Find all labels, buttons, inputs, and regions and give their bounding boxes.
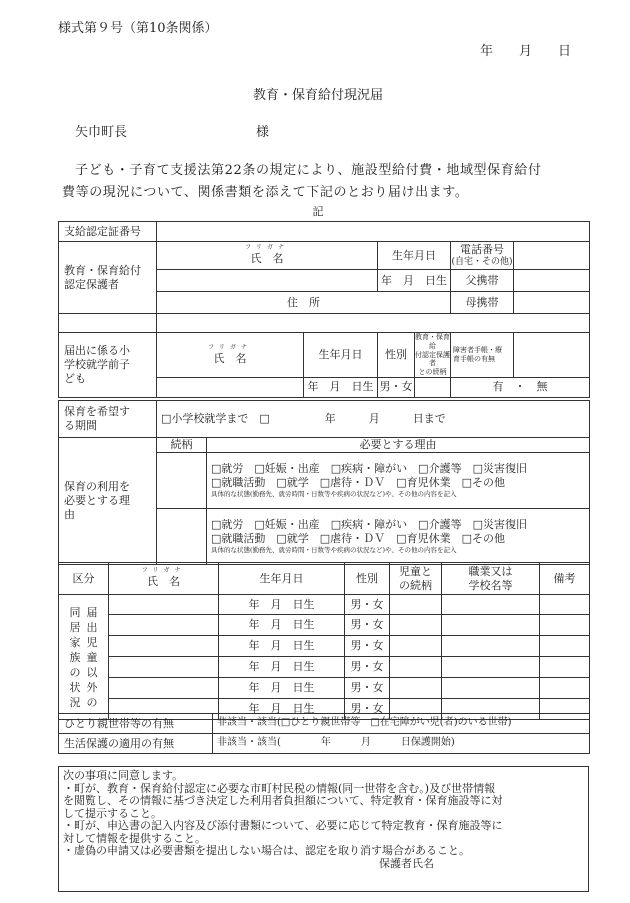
side-label-col-2	[87, 605, 98, 710]
member-2-sex[interactable]: 男・女	[345, 615, 390, 636]
reason1-row1: □就労 □妊娠・出産 □疾病・障がい □介護等 □災害復旧	[211, 462, 527, 476]
member-2-name[interactable]	[109, 615, 219, 636]
reason-header: 必要とする理由	[207, 438, 590, 453]
consent-line-6: 対して情報を提供すること。	[63, 831, 206, 845]
reason2-row2: □就職活動 □就学 □虐待・ＤＶ □育児休業 □その他	[211, 532, 505, 546]
side-label-char: 状	[69, 680, 81, 694]
reason1-block[interactable]	[207, 452, 590, 508]
member-2-remarks[interactable]	[540, 615, 590, 636]
guardian-name-field[interactable]	[157, 270, 378, 292]
member-3-remarks[interactable]	[540, 636, 590, 657]
member-1-remarks[interactable]	[540, 595, 590, 615]
member-1-name[interactable]	[109, 595, 219, 615]
household-side-label	[59, 595, 109, 720]
side-label-char: 届	[86, 605, 98, 619]
father-mobile-label: 父携帯	[451, 270, 514, 292]
guardian-label: 教育・保育給付 認定保護者	[59, 242, 157, 314]
handbook-header: 障害者手帳・療 育手帳の有無	[451, 333, 514, 378]
status-table	[58, 713, 590, 754]
child-name-field[interactable]	[157, 377, 304, 397]
child-label: 届出に係る小 学校就学前子 ども	[59, 333, 157, 398]
member-5-sex[interactable]: 男・女	[345, 678, 390, 699]
side-label-char: 童	[86, 650, 98, 664]
ki-label: 記	[312, 205, 324, 218]
side-label-char: の	[86, 695, 98, 709]
mother-mobile-label: 母携帯	[451, 292, 514, 314]
child-sex-header: 性別	[378, 333, 415, 378]
consent-box	[58, 766, 589, 892]
side-label-char: 出	[86, 620, 98, 634]
single-parent-label: ひとり親世帯等の有無	[59, 714, 213, 734]
side-label-char: 居	[69, 620, 81, 634]
member-birth-header: 生年月日	[219, 563, 345, 595]
phone-header: 電話番号 (自宅・その他)	[451, 242, 514, 270]
member-4-relation[interactable]	[390, 657, 442, 678]
kubun-header: 区分	[59, 563, 109, 595]
child-name-header: フリガナ 氏 名	[157, 333, 304, 378]
member-5-remarks[interactable]	[540, 678, 590, 699]
phone-field[interactable]	[514, 242, 590, 270]
guardian-birth-header: 生年月日	[378, 242, 451, 270]
reason2-row1: □就労 □妊娠・出産 □疾病・障がい □介護等 □災害復旧	[211, 518, 527, 532]
form-number: 様式第９号（第10条関係）	[58, 21, 218, 36]
father-mobile-field[interactable]	[514, 270, 590, 292]
member-5-occupation[interactable]	[442, 678, 540, 699]
member-2-relation[interactable]	[390, 615, 442, 636]
member-1-occupation[interactable]	[442, 595, 540, 615]
cert-number-field[interactable]	[157, 222, 590, 242]
side-label-col-1	[70, 605, 81, 710]
welfare-label: 生活保護の適用の有無	[59, 734, 213, 754]
period-label: 保育を希望す る期間	[59, 401, 157, 438]
consent-line-7: ・虚偽の申請又は必要書類を提出しない場合は、認定を取り消す場合があること。	[63, 844, 470, 857]
member-6-birth[interactable]: 年 月 日生	[219, 699, 345, 720]
child-sex-value[interactable]: 男・女	[378, 377, 415, 397]
member-6-sex[interactable]: 男・女	[345, 699, 390, 720]
side-label-char: 児	[86, 635, 98, 649]
period-value[interactable]: □小学校就学まで □ 年 月 日まで	[157, 401, 590, 438]
child-relation-field[interactable]	[415, 377, 451, 397]
mother-mobile-field[interactable]	[514, 292, 590, 314]
side-label-char: 同	[69, 605, 81, 619]
side-label-char: の	[69, 665, 81, 679]
guardian-name-header: フリガナ 氏 名	[157, 242, 378, 270]
side-label-char: 族	[69, 650, 81, 664]
cert-number-label: 支給認定証番号	[59, 222, 157, 242]
intro-line-2: 費等の現況について、関係書類を添えて下記のとおり届け出ます。	[62, 185, 469, 200]
period-reason-table	[58, 400, 590, 565]
member-4-sex[interactable]: 男・女	[345, 657, 390, 678]
guardian-birth-value[interactable]: 年 月 日生	[378, 270, 451, 292]
child-relation-header: 教育・保育給 付認定保護者 との続柄	[415, 333, 450, 376]
side-label-char: 外	[86, 680, 98, 694]
guardian-child-table	[58, 221, 590, 398]
reason2-note: 具体的な状態(勤務先、就労時間・日数等や疾病の状況など)や、その他の内容を記入	[211, 545, 457, 554]
member-3-sex[interactable]: 男・女	[345, 636, 390, 657]
member-remarks-header: 備考	[540, 563, 590, 595]
consent-line-5: ・町が、申込書の記入内容及び添付書類について、必要に応じて特定教育・保育施設等に	[63, 819, 503, 832]
side-label-char: 況	[69, 695, 81, 709]
member-5-name[interactable]	[109, 678, 219, 699]
signature-label: 保護者氏名	[379, 856, 434, 870]
member-4-remarks[interactable]	[540, 657, 590, 678]
member-5-birth[interactable]: 年 月 日生	[219, 678, 345, 699]
side-label-char: 以	[86, 665, 98, 679]
member-1-relation[interactable]	[390, 595, 442, 615]
guardian-blank	[59, 314, 157, 333]
handbook-value[interactable]: 有 ・ 無	[451, 377, 590, 397]
need-label: 保育の利用を 必要とする理 由	[59, 438, 157, 565]
welfare-value[interactable]: 非該当・該当( 年 月 日保護開始)	[213, 734, 590, 754]
member-4-name[interactable]	[109, 657, 219, 678]
member-2-birth[interactable]: 年 月 日生	[219, 615, 345, 636]
member-1-birth[interactable]: 年 月 日生	[219, 595, 345, 615]
member-5-relation[interactable]	[390, 678, 442, 699]
member-name-header: フリガナ 氏 名	[109, 563, 219, 595]
member-4-occupation[interactable]	[442, 657, 540, 678]
reason1-row2: □就職活動 □就学 □虐待・ＤＶ □育児休業 □その他	[211, 476, 505, 490]
reason2-relation-field[interactable]	[157, 508, 207, 564]
reason1-relation-field[interactable]	[157, 452, 207, 508]
consent-line-2: ・町が、教育・保育給付認定に必要な市町村民税の情報(同一世帯を含む。)及び世帯情報	[63, 781, 496, 795]
member-relation-header: 児童と の続柄	[390, 563, 442, 595]
member-3-relation[interactable]	[390, 636, 442, 657]
address-field[interactable]	[157, 314, 590, 333]
child-birth-value[interactable]: 年 月 日生	[304, 377, 378, 397]
member-2-occupation[interactable]	[442, 615, 540, 636]
member-sex-header: 性別	[345, 563, 390, 595]
member-3-name[interactable]	[109, 636, 219, 657]
reason1-note: 具体的な状態(勤務先、就労時間・日数等や疾病の状況など)や、その他の内容を記入	[211, 489, 457, 498]
reason2-block[interactable]	[207, 508, 590, 564]
consent-line-3: を閲覧し、その情報に基づき決定した利用者負担額について、特定教育・保育施設等に対	[63, 794, 503, 807]
page-title: 教育・保育給付現況届	[252, 88, 384, 103]
household-table	[58, 562, 590, 720]
relation-header: 続柄	[157, 438, 207, 453]
side-label-char: 家	[69, 635, 81, 649]
address-label: 住 所	[157, 292, 451, 314]
member-occupation-header: 職業又は 学校名等	[442, 563, 540, 595]
addressee-honorific: 様	[256, 125, 270, 140]
addressee-name: 矢巾町長	[75, 125, 128, 140]
member-4-birth[interactable]: 年 月 日生	[219, 657, 345, 678]
member-1-sex[interactable]: 男・女	[345, 595, 390, 615]
handbook-blank	[514, 333, 590, 378]
consent-line-4: して提示すること。	[63, 806, 162, 820]
intro-line-1: 子ども・子育て支援法第22条の規定により、施設型給付費・地域型保育給付	[75, 163, 542, 178]
date-line: 年 月 日	[480, 44, 572, 59]
member-3-occupation[interactable]	[442, 636, 540, 657]
single-parent-value[interactable]: 非該当・該当(□ひとり親世帯等 □在宅障がい児(者)のいる世帯)	[213, 714, 590, 734]
member-3-birth[interactable]: 年 月 日生	[219, 636, 345, 657]
child-birth-header: 生年月日	[304, 333, 378, 378]
consent-line-1: 次の事項に同意します。	[63, 769, 184, 782]
